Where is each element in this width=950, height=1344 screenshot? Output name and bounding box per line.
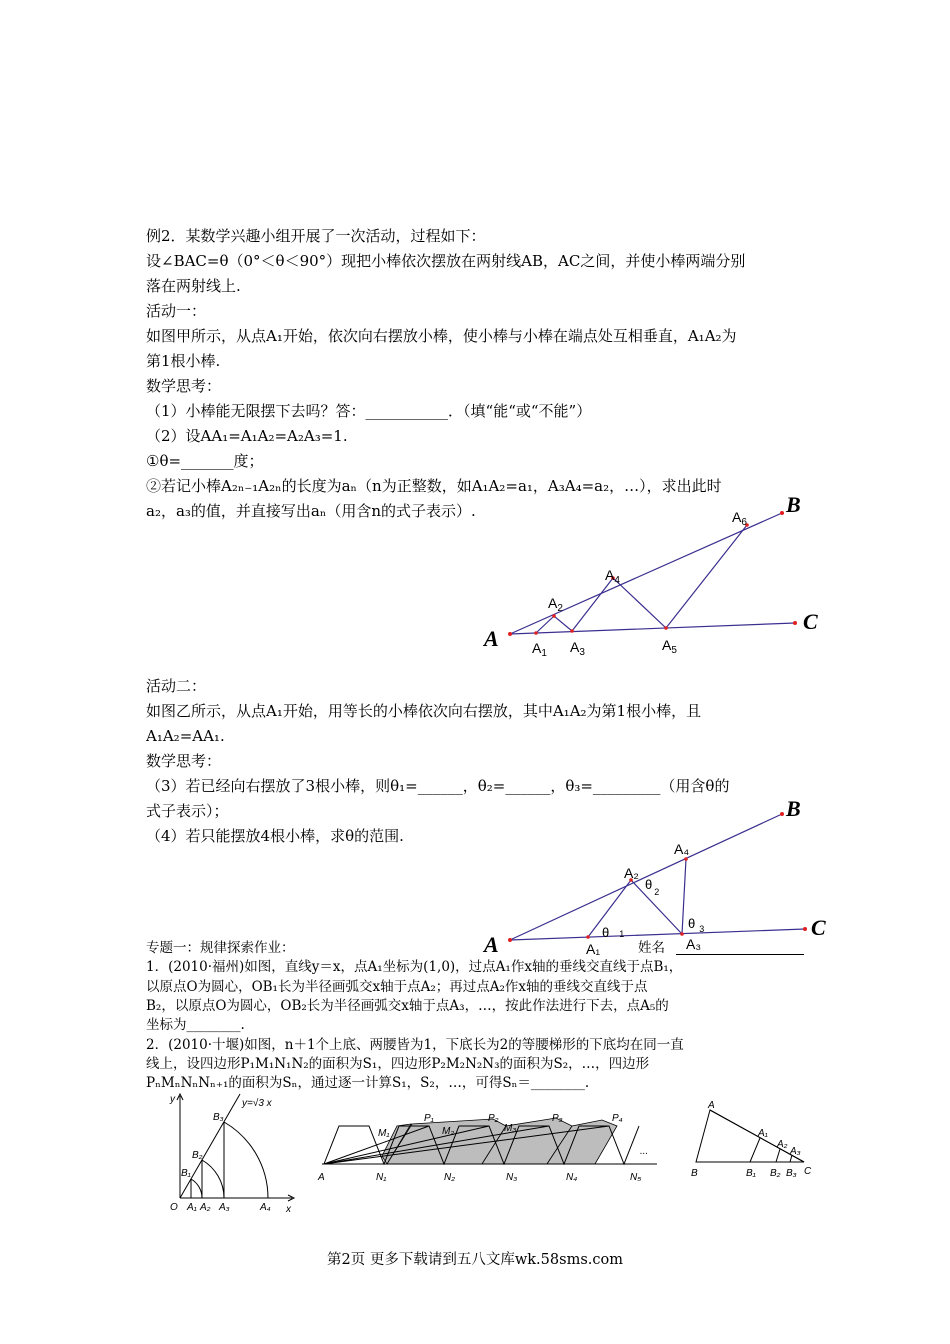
name-label: 姓名 [638, 940, 665, 956]
label-A2: A₂ [624, 865, 639, 881]
question-3: （3）若已经向右摆放了3根小棒，则θ₁=______，θ₂=______，θ₃=_________（用含θ的 [146, 777, 730, 795]
figure-coordinate [160, 1090, 300, 1225]
label-A1: A₁ [758, 1128, 768, 1139]
label-A2: A₂ [200, 1202, 211, 1213]
problem-2: 2．(2010·十堰)如图，n＋1个上底、两腰皆为1，下底长为2的等腰梯形的下底均在同一直 [146, 1037, 684, 1053]
label-P3: P₃ [552, 1113, 563, 1124]
label-B2: B₂ [770, 1168, 781, 1179]
text-line: 如图乙所示，从点A₁开始，用等长的小棒依次向右摆放，其中A₁A₂为第1根小棒，且 [146, 702, 702, 720]
text-line: 线上，设四边形P₁M₁N₁N₂的面积为S₁，四边形P₂M₂N₂N₃的面积为S₂，…，四边形 [146, 1056, 650, 1072]
label-B1: B₁ [746, 1168, 756, 1179]
label-A3: $A_3$ [570, 639, 585, 658]
label-C: C [811, 915, 826, 940]
label-A1: $A_1$ [532, 640, 547, 659]
theta-3: θ $_3$ [688, 916, 705, 934]
question-2-part-1: ①θ=_______度； [146, 452, 264, 470]
label-A: A [318, 1172, 325, 1183]
figure-yi [470, 792, 830, 962]
label-B: B [691, 1168, 698, 1179]
label-A4: A₄ [260, 1202, 271, 1213]
label-A3: A₃ [790, 1146, 801, 1157]
figure-trapezoids [312, 1108, 662, 1188]
question-4: （4）若只能摆放4根小棒，求θ的范围. [146, 827, 404, 845]
label-A: A [484, 932, 499, 957]
label-B: B [786, 796, 801, 821]
label-C: C [804, 1166, 812, 1177]
label-A4: A₄ [674, 841, 690, 857]
text-line: 第1根小棒. [146, 352, 221, 370]
section-heading: 数学思考： [146, 377, 222, 395]
line-equation: y=√3 x [242, 1098, 272, 1109]
label-P2: P₂ [488, 1113, 499, 1124]
question-1: （1）小棒能无限摆下去吗？答：___________．（填“能“或“不能”） [146, 402, 592, 420]
figure-jia [470, 490, 830, 670]
label-C: C [803, 609, 818, 634]
page-footer: 第2页 更多下载请到五八文库wk.58sms.com [327, 1252, 623, 1268]
label-M3: M₃ [504, 1123, 517, 1134]
text-line: 如图甲所示，从点A₁开始，依次向右摆放小棒，使小棒与小棒在端点处互相垂直，A₁A₂为 [146, 327, 737, 345]
label-A6: $A_6$ [732, 509, 747, 528]
label-N3: N₃ [506, 1172, 518, 1183]
text-line: 坐标为________. [146, 1017, 245, 1033]
label-A2: A₂ [777, 1139, 788, 1150]
text-line: 设∠BAC=θ（0°＜θ＜90°）现把小棒依次摆放在两射线AB，AC之间，并使小棒两端分别 [146, 252, 746, 270]
text-line: PₙMₙNₙNₙ₊₁的面积为Sₙ，通过逐一计算S₁，S₂，…，可得Sₙ＝________. [146, 1075, 590, 1091]
section-heading: 活动一： [146, 302, 207, 320]
problem-1: 1．(2010·福州)如图，直线y＝x，点A₁坐标为(1,0)，过点A₁作x轴的垂线交直线于点B₁， [146, 959, 683, 975]
label-N4: N₄ [566, 1172, 578, 1183]
label-A1: A₁ [187, 1202, 197, 1213]
label-A1: A₁ [586, 941, 601, 957]
section-heading: 活动二： [146, 677, 207, 695]
label-B3: B₃ [213, 1112, 224, 1123]
label-N1: N₁ [376, 1172, 387, 1183]
text-line: 落在两射线上. [146, 277, 241, 295]
label-B: B [786, 492, 801, 517]
example-title: 例2．某数学兴趣小组开展了一次活动，过程如下： [146, 227, 486, 245]
label-B1: B₁ [181, 1168, 191, 1179]
text-line: 以原点O为圆心，OB₁长为半径画弧交x轴于点A₂；再过点A₂作x轴的垂线交直线于点 [146, 979, 648, 995]
label-A5: $A_5$ [662, 637, 677, 656]
axis-y: y [170, 1094, 175, 1105]
label-A: A [484, 626, 499, 651]
question-2: （2）设AA₁=A₁A₂=A₂A₃=1. [146, 427, 348, 445]
label-P1: P₁ [424, 1113, 434, 1124]
label-A: A [708, 1100, 715, 1111]
label-N5: N₅ [630, 1172, 642, 1183]
label-M1: M₁ [378, 1128, 390, 1139]
label-A3: A₃ [686, 936, 702, 952]
label-A4: $A_4$ [605, 567, 620, 586]
text-line: a₂，a₃的值，并直接写出aₙ（用含n的式子表示）. [146, 502, 476, 520]
label-M2: M₂ [442, 1126, 455, 1137]
text-line: B₂，以原点O为圆心，OB₂长为半径画弧交x轴于点A₃，…，按此作法进行下去，点A₅的 [146, 998, 669, 1014]
ellipsis: ... [640, 1146, 649, 1157]
axis-x: x [286, 1204, 291, 1215]
label-A3: A₃ [219, 1202, 230, 1213]
theta-2: θ $_2$ [645, 877, 660, 897]
label-A2: $A_2$ [548, 595, 563, 614]
homework-heading: 专题一：规律探索作业： [146, 940, 295, 956]
origin: O [170, 1202, 178, 1213]
text-line: A₁A₂=AA₁. [146, 727, 225, 745]
label-P4: P₄ [612, 1113, 623, 1124]
section-heading: 数学思考： [146, 752, 222, 770]
label-B2: B₂ [192, 1150, 203, 1161]
theta-1: θ 1 [602, 925, 625, 940]
label-B3: B₃ [786, 1168, 797, 1179]
label-N2: N₂ [444, 1172, 456, 1183]
text-line: 式子表示）； [146, 802, 229, 820]
question-2-part-2: ②若记小棒A₂ₙ₋₁A₂ₙ的长度为aₙ（n为正整数，如A₁A₂=a₁，A₃A₄=a₂，…），求出此时 [146, 477, 722, 495]
figure-triangle [688, 1098, 818, 1183]
